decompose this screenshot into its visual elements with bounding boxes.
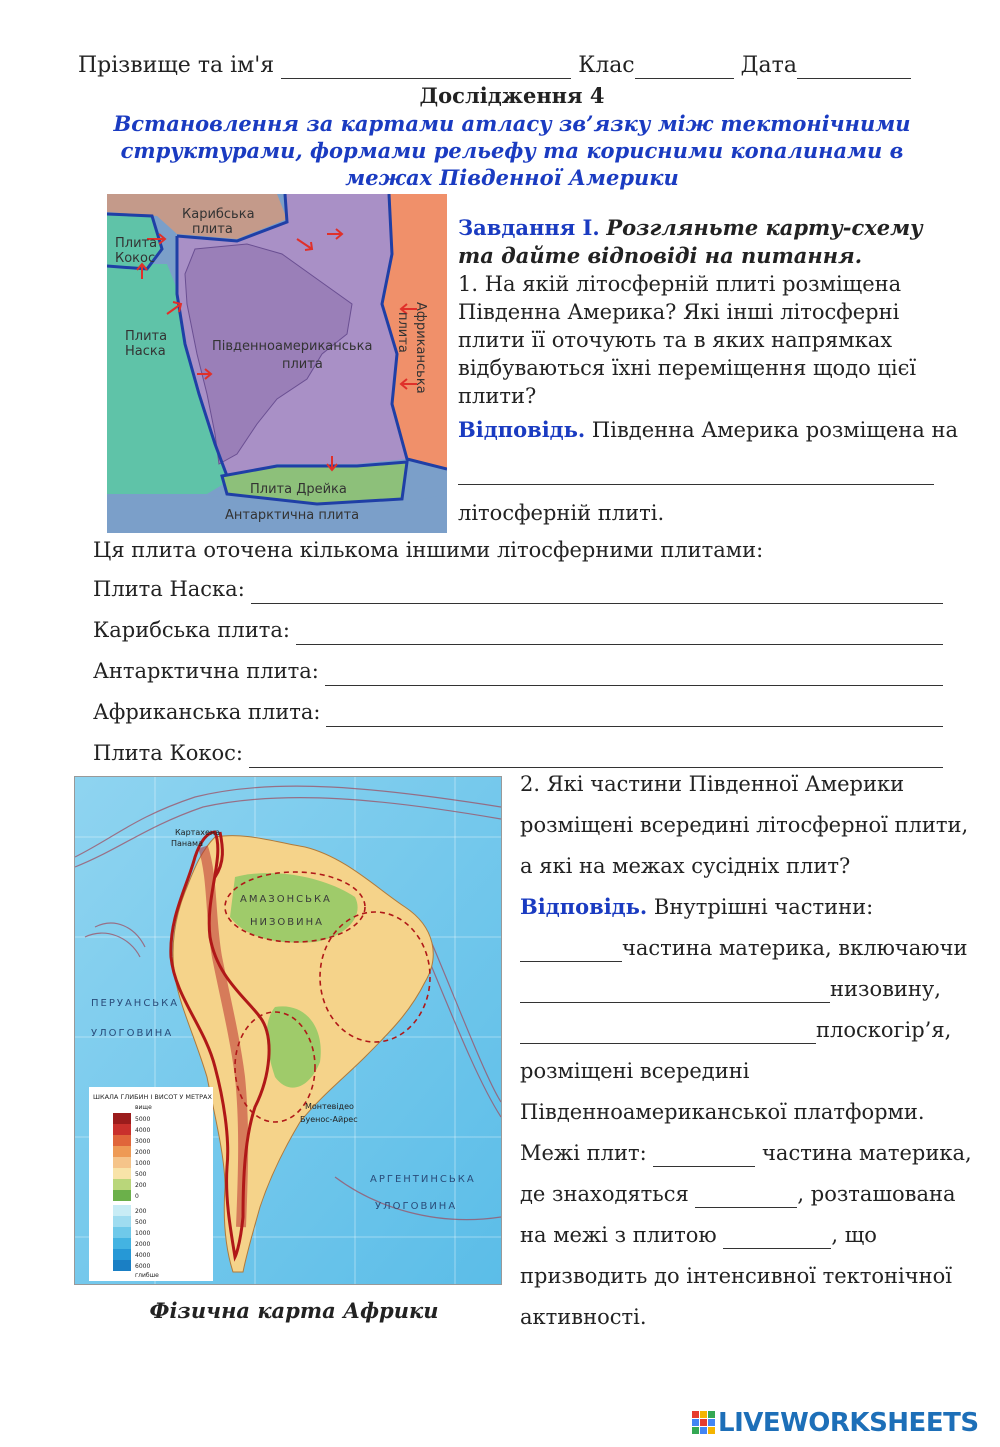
- legend-height-label: 5000: [135, 1116, 151, 1123]
- svg-text:плита: плита: [282, 357, 323, 372]
- legend-height-swatch: [113, 1190, 131, 1201]
- header-row: [78, 52, 908, 80]
- panama-label: Панама: [171, 839, 203, 848]
- drake-label: Плита Дрейка: [250, 482, 347, 497]
- name-input[interactable]: [281, 55, 571, 79]
- where-input[interactable]: [695, 1184, 797, 1208]
- legend-depth-swatch: [113, 1238, 131, 1249]
- legend-height-label: 200: [135, 1182, 147, 1189]
- class-label: Клас: [578, 53, 635, 78]
- map-caption: Фізична карта Африки: [149, 1298, 439, 1323]
- bounds-input[interactable]: [653, 1143, 755, 1167]
- svg-text:ШКАЛА ГЛИБИН І ВИСОТ У МЕТРАХ: ШКАЛА ГЛИБИН І ВИСОТ У МЕТРАХ: [93, 1093, 212, 1101]
- legend-depth-label: 2000: [135, 1241, 151, 1248]
- task1-question: 1. На якій літосферній плиті розміщена Південна Америка? Які інші літосферні плити її оточують та в яких напрямках відбуваються їхні переміщення щодо цієї плити?: [458, 272, 917, 408]
- african-label: Африканська: [413, 302, 428, 394]
- legend-height-swatch: [113, 1146, 131, 1157]
- logo-text: LIVEWORKSHEETS: [718, 1408, 979, 1438]
- nazca-input[interactable]: [251, 579, 943, 604]
- task1-plate-input[interactable]: [458, 458, 934, 485]
- class-input[interactable]: [635, 55, 734, 79]
- caribbean-input[interactable]: [296, 620, 943, 645]
- legend-height-label: 2000: [135, 1149, 151, 1156]
- legend-depth-swatch: [113, 1205, 131, 1216]
- svg-text:плита: плита: [192, 222, 233, 237]
- plate-row-nazca: Плита Наска:: [93, 574, 943, 604]
- legend-depth-label: 200: [135, 1208, 147, 1215]
- svg-text:плита: плита: [395, 312, 410, 353]
- montevideo-label: Монтевідео: [305, 1102, 354, 1111]
- south-american-label: Південноамериканська: [212, 339, 373, 354]
- legend-depth-label: 1000: [135, 1230, 151, 1237]
- antarctic-label: Антарктична плита: [225, 508, 360, 523]
- research-title: Дослідження 4: [419, 83, 605, 108]
- task1-block: Завдання І. Розгляньте карту-схему та дайте відповіді на питання. 1. На якій літосферній плиті розміщена Південна Америка? Які інші літосферні плити її оточують та в яких напрямках відбуваються їхні переміщення щодо цієї плити?: [458, 214, 958, 410]
- peru-basin-label: ПЕРУАНСЬКА: [91, 998, 180, 1009]
- cocos-label: Плита: [115, 236, 158, 251]
- svg-text:Наска: Наска: [125, 344, 166, 359]
- legend-height-swatch: [113, 1179, 131, 1190]
- cartagena-label: Картахена: [175, 828, 221, 837]
- antarctic-input[interactable]: [325, 661, 943, 686]
- legend-depth-swatch: [113, 1227, 131, 1238]
- task1-answer-tail: літосферній плиті.: [458, 501, 665, 525]
- date-label: Дата: [740, 53, 797, 78]
- svg-text:Кокос: Кокос: [115, 251, 156, 266]
- legend-depth-swatch: [113, 1249, 131, 1260]
- task1-answer: Відповідь. Південна Америка розміщена на: [458, 417, 958, 442]
- legend-height-swatch: [113, 1157, 131, 1168]
- legend-depth-label: 6000: [135, 1263, 151, 1270]
- argentine-basin-label: АРГЕНТИНСЬКА: [370, 1174, 476, 1185]
- caribbean-label: Карибська: [182, 207, 255, 222]
- amazon-label: АМАЗОНСЬКА: [240, 894, 332, 905]
- physical-map: [74, 776, 502, 1285]
- plate-map-svg: [107, 194, 447, 533]
- legend-height-swatch: [113, 1168, 131, 1179]
- nazca-label: Плита: [125, 329, 168, 344]
- liveworksheets-logo: [692, 1406, 979, 1440]
- logo-icon: [692, 1411, 716, 1435]
- legend-height-label: 0: [135, 1193, 139, 1200]
- svg-text:НИЗОВИНА: НИЗОВИНА: [250, 917, 324, 928]
- legend-height-swatch: [113, 1113, 131, 1124]
- elevation-legend: [89, 1087, 213, 1281]
- plate-row-african: Африканська плита:: [93, 697, 943, 727]
- african-input[interactable]: [326, 702, 943, 727]
- legend-depth-swatch: [113, 1216, 131, 1227]
- plate-map: [107, 194, 447, 533]
- svg-text:глибше: глибше: [135, 1272, 159, 1279]
- plate-row-antarctic: Антарктична плита:: [93, 656, 943, 686]
- legend-height-label: 1000: [135, 1160, 151, 1167]
- svg-text:УЛОГОВИНА: УЛОГОВИНА: [375, 1201, 458, 1212]
- cocos-input[interactable]: [249, 743, 943, 768]
- research-subtitle: Встановлення за картами атласу зв’язку між тектонічними структурами, формами рельефу та корисними копалинами в межах Південної Америки: [113, 111, 911, 190]
- legend-height-label: 4000: [135, 1127, 151, 1134]
- date-input[interactable]: [797, 55, 911, 79]
- legend-height-label: 3000: [135, 1138, 151, 1145]
- legend-height-swatch: [113, 1124, 131, 1135]
- legend-height-label: 500: [135, 1171, 147, 1178]
- plateau-input[interactable]: [520, 1020, 816, 1044]
- legend-depth-swatch: [113, 1260, 131, 1271]
- plate-row-cocos: Плита Кокос:: [93, 738, 943, 768]
- legend-depth-label: 500: [135, 1219, 147, 1226]
- legend-height-swatch: [113, 1135, 131, 1146]
- task1-heading: Завдання І.: [458, 215, 600, 240]
- lowland-input[interactable]: [520, 979, 830, 1003]
- surrounded-text: Ця плита оточена кількома іншими літосферними плитами:: [93, 538, 764, 562]
- part-input[interactable]: [520, 938, 622, 962]
- legend-depth-label: 4000: [135, 1252, 151, 1259]
- physical-map-svg: [75, 777, 501, 1284]
- name-label: Прізвище та ім'я: [78, 53, 275, 78]
- svg-text:УЛОГОВИНА: УЛОГОВИНА: [91, 1028, 174, 1039]
- svg-text:вище: вище: [135, 1104, 152, 1111]
- buenos-aires-label: Буенос-Айрес: [300, 1115, 358, 1124]
- border-plate-input[interactable]: [723, 1225, 831, 1249]
- task2-block: 2. Які частини Південної Америки розміщені всередині літосферної плити, а які на межах сусідніх плит? Відповідь. Внутрішні частини: частина материка, включаючи низовину, плоскогір’я, розміщені всередині Південноамериканської платформи. Межі плит: частина материка, де знаходяться , розташована на межі з плитою , що призводить до інтенсивної тектонічної активності.: [520, 772, 972, 1329]
- plate-row-caribbean: Карибська плита:: [93, 615, 943, 645]
- task2-answer-label: Відповідь.: [520, 894, 648, 919]
